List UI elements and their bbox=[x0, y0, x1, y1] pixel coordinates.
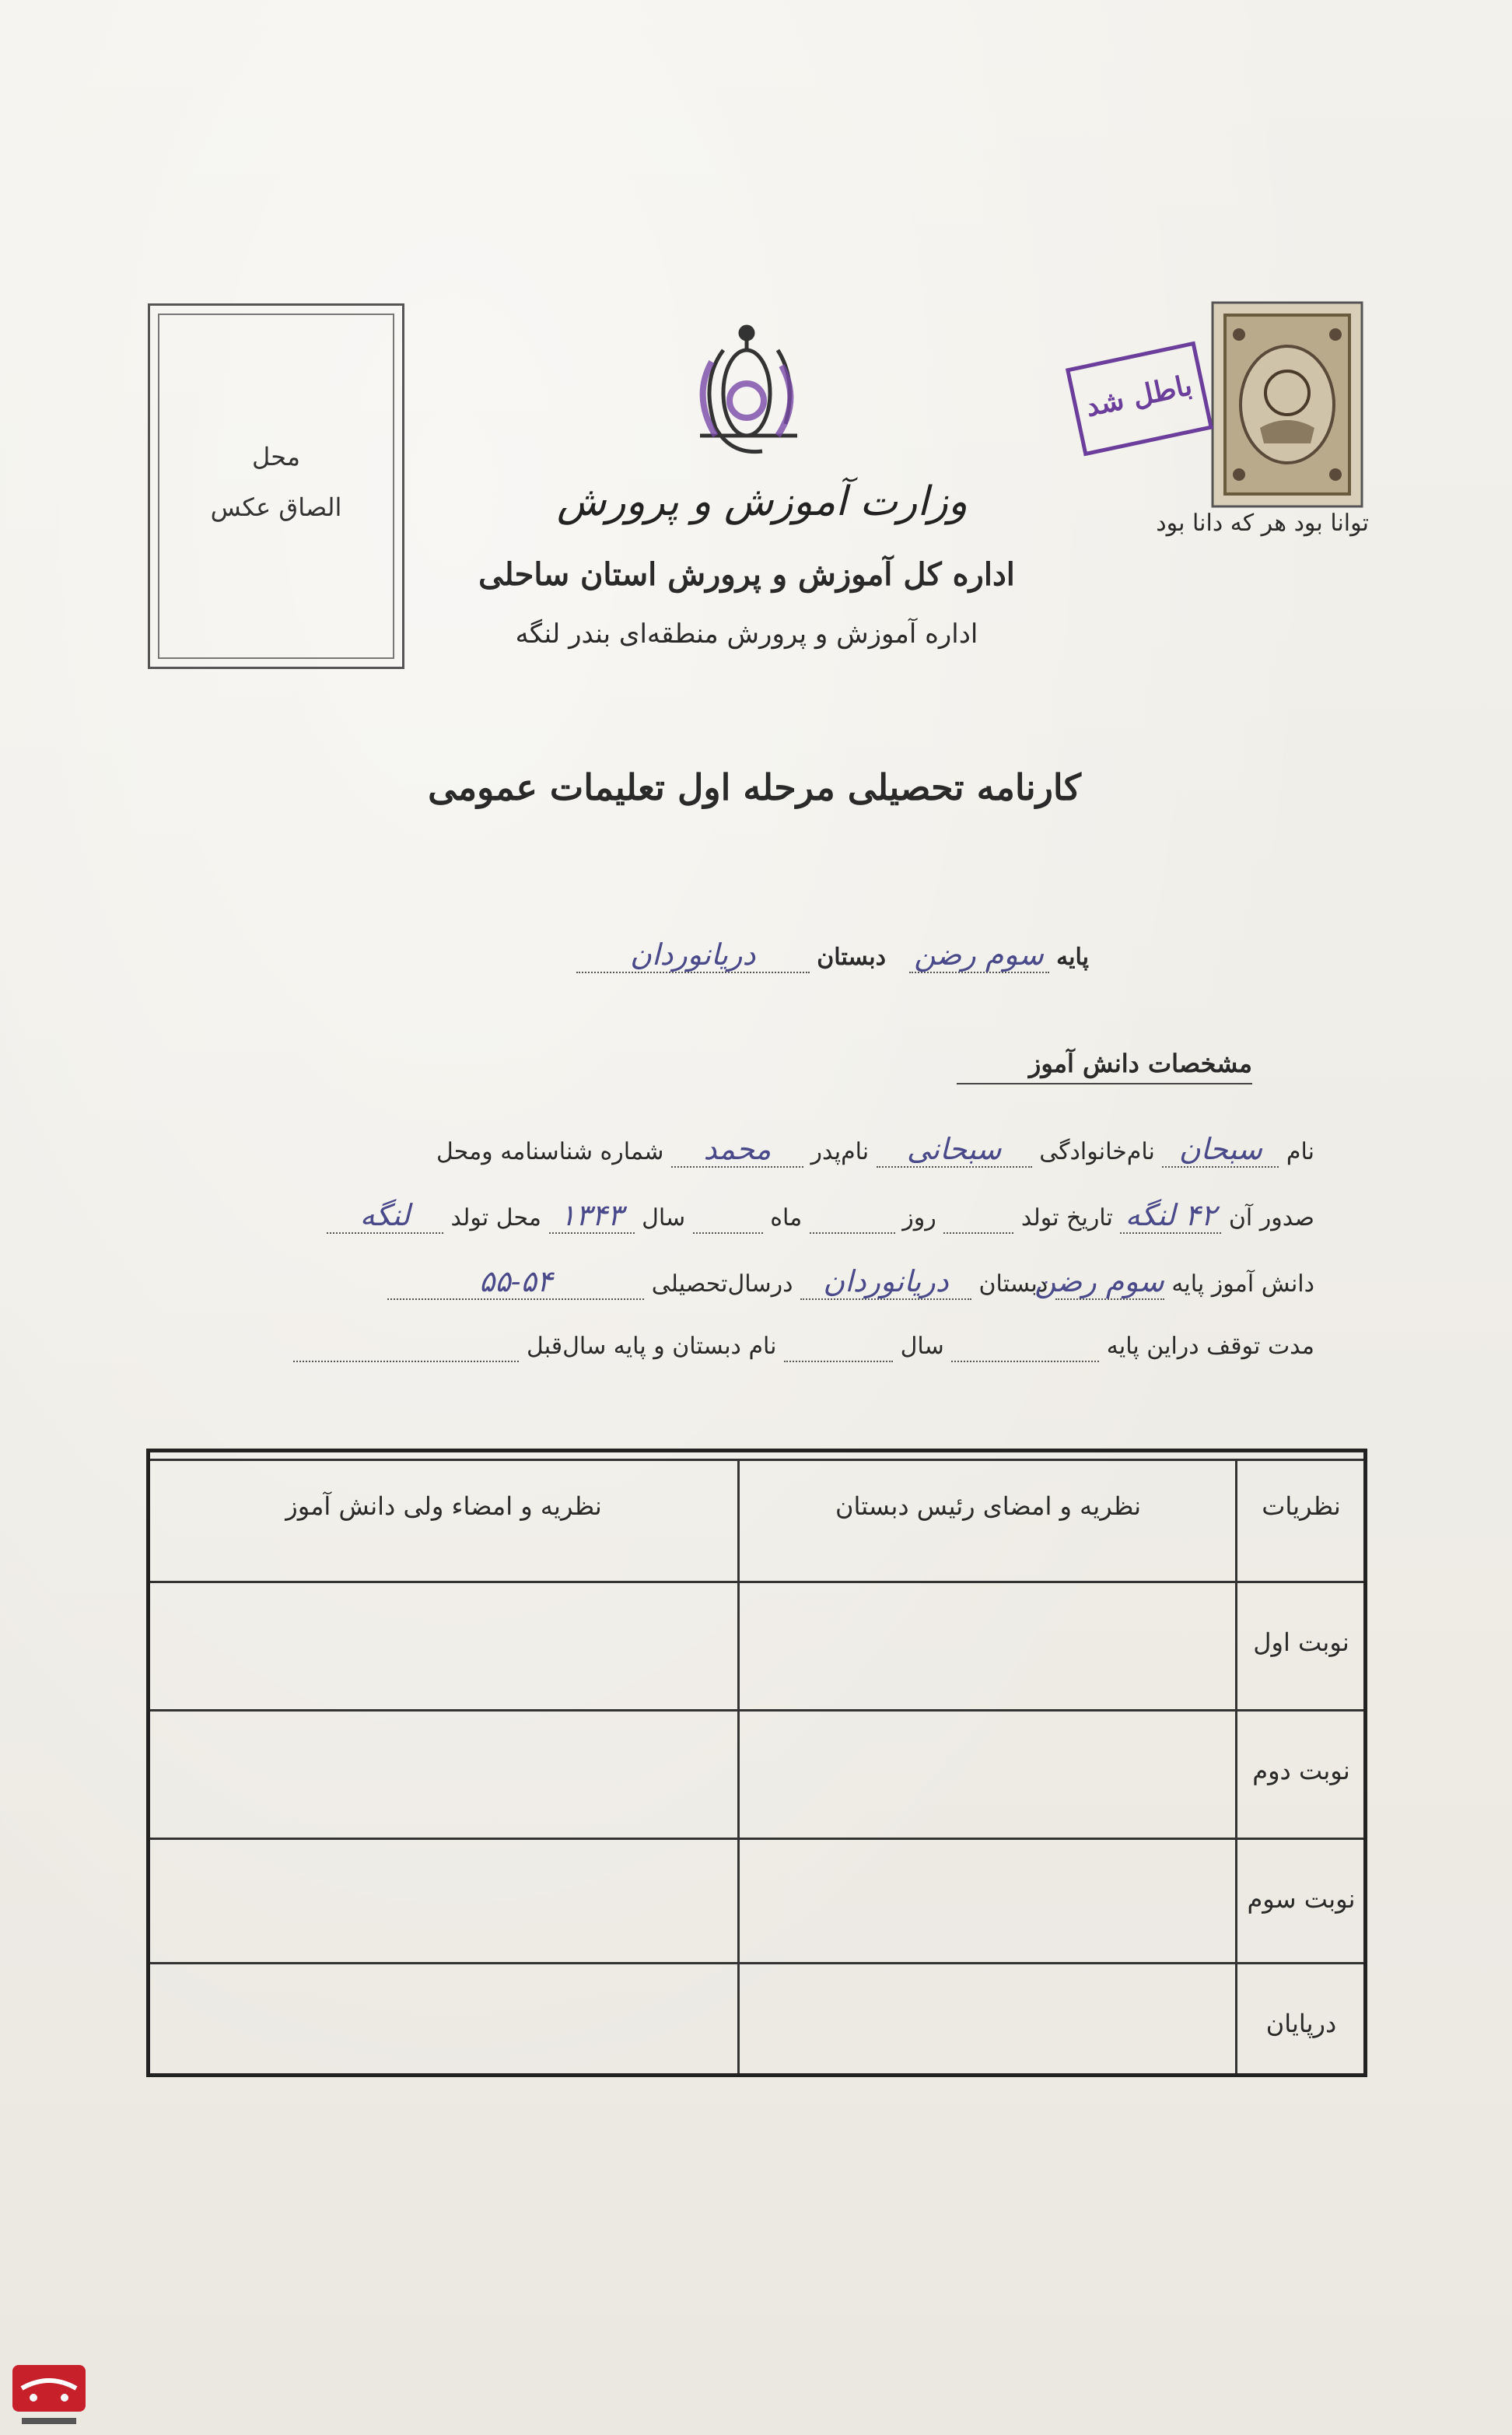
name-value: سبحان bbox=[1162, 1132, 1279, 1168]
student-grade-label: دانش آموز پایه bbox=[1171, 1270, 1314, 1298]
birth-label: تاریخ تولد bbox=[1020, 1204, 1113, 1232]
prev-blank bbox=[293, 1326, 519, 1362]
name-line bbox=[218, 1132, 1314, 1168]
family-value: سبحانی bbox=[877, 1132, 1032, 1168]
photo-label-2: الصاق عکس bbox=[210, 492, 342, 522]
photo-box-inner-border bbox=[158, 314, 394, 659]
stay-line bbox=[218, 1326, 1314, 1362]
student-section-heading: مشخصات دانش آموز bbox=[957, 1049, 1252, 1084]
header-remarks: نظریات bbox=[1262, 1491, 1341, 1521]
year-label: سال bbox=[642, 1204, 686, 1232]
motto: توانا بود هر که دانا بود bbox=[1156, 510, 1369, 537]
student-school-label: دبستان bbox=[978, 1270, 1048, 1298]
cancelled-stamp: باطل شد bbox=[1066, 342, 1213, 457]
birth-year-blank bbox=[693, 1198, 763, 1234]
prev-label: نام دبستان و پایه سال‌قبل bbox=[527, 1333, 777, 1360]
document-title: کارنامه تحصیلی مرحله اول تعلیمات عمومی bbox=[428, 766, 1081, 808]
header-guardian: نظریه و امضاء ولی دانش آموز bbox=[285, 1491, 602, 1521]
school-value: دریانوردان bbox=[576, 937, 810, 973]
family-label: نام‌خانوادگی bbox=[1039, 1138, 1155, 1165]
academic-year-value: ۵۵-۵۴ bbox=[387, 1264, 644, 1300]
table-header-rule bbox=[150, 1581, 1363, 1583]
school-label: دبستان bbox=[817, 944, 886, 971]
row-label-third: نوبت سوم bbox=[1247, 1884, 1356, 1914]
header-principal: نظریه و امضای رئیس دبستان bbox=[835, 1491, 1141, 1521]
stay-year-blank bbox=[784, 1326, 893, 1362]
revenue-stamp-icon bbox=[1209, 300, 1365, 510]
issue-value: ۴۲ لنگه bbox=[1120, 1198, 1221, 1234]
general-office-name: اداره کل آموزش و پرورش استان ساحلی bbox=[478, 556, 1015, 593]
grade-value: سوم رضن bbox=[909, 937, 1049, 973]
stay-year-label: سال bbox=[900, 1333, 944, 1360]
id-label: شماره شناسنامه ومحل bbox=[436, 1138, 664, 1165]
birth-day-blank bbox=[943, 1198, 1013, 1234]
watermark-logo-icon bbox=[6, 2357, 92, 2431]
photo-label-1: محل bbox=[251, 442, 301, 471]
day-label: روز bbox=[902, 1204, 936, 1232]
birthplace-value: لنگه bbox=[327, 1198, 443, 1234]
year-value: ۱۳۴۳ bbox=[549, 1198, 635, 1234]
study-line bbox=[218, 1264, 1314, 1300]
grade-line bbox=[436, 937, 1089, 973]
stay-label: مدت توقف دراین پایه bbox=[1106, 1333, 1314, 1360]
name-label: نام bbox=[1286, 1138, 1314, 1165]
row-label-first: نوبت اول bbox=[1253, 1627, 1349, 1657]
table-col-rule-2 bbox=[1235, 1459, 1237, 2073]
birth-month-blank bbox=[810, 1198, 895, 1234]
row-label-second: نوبت دوم bbox=[1252, 1756, 1350, 1785]
father-label: نام‌پدر bbox=[810, 1138, 870, 1165]
birthplace-label: محل تولد bbox=[450, 1204, 541, 1232]
issue-label: صدور آن bbox=[1228, 1204, 1314, 1232]
lion-sun-emblem-icon bbox=[669, 319, 824, 467]
student-grade-value: سوم رضن bbox=[1034, 1264, 1164, 1298]
regional-office-name: اداره آموزش و پرورش منطقه‌ای بندر لنگه bbox=[515, 618, 978, 650]
month-label: ماه bbox=[770, 1204, 803, 1232]
photo-box bbox=[148, 303, 404, 669]
birth-line bbox=[218, 1198, 1314, 1234]
stay-blank bbox=[951, 1326, 1099, 1362]
table-col-rule-1 bbox=[737, 1459, 740, 2073]
grade-label: پایه bbox=[1056, 944, 1089, 971]
academic-year-label: درسال‌تحصیلی bbox=[651, 1270, 793, 1298]
table-row-rule-1 bbox=[150, 1709, 1363, 1712]
father-value: محمد bbox=[671, 1132, 803, 1168]
table-top-inner-rule bbox=[150, 1459, 1363, 1461]
ministry-name: وزارت آموزش و پرورش bbox=[556, 478, 968, 525]
remarks-table bbox=[146, 1449, 1367, 2077]
row-label-final: درپایان bbox=[1265, 2009, 1337, 2038]
student-school-value: دریانوردان bbox=[800, 1264, 971, 1300]
table-row-rule-2 bbox=[150, 1838, 1363, 1840]
table-row-rule-3 bbox=[150, 1962, 1363, 1964]
